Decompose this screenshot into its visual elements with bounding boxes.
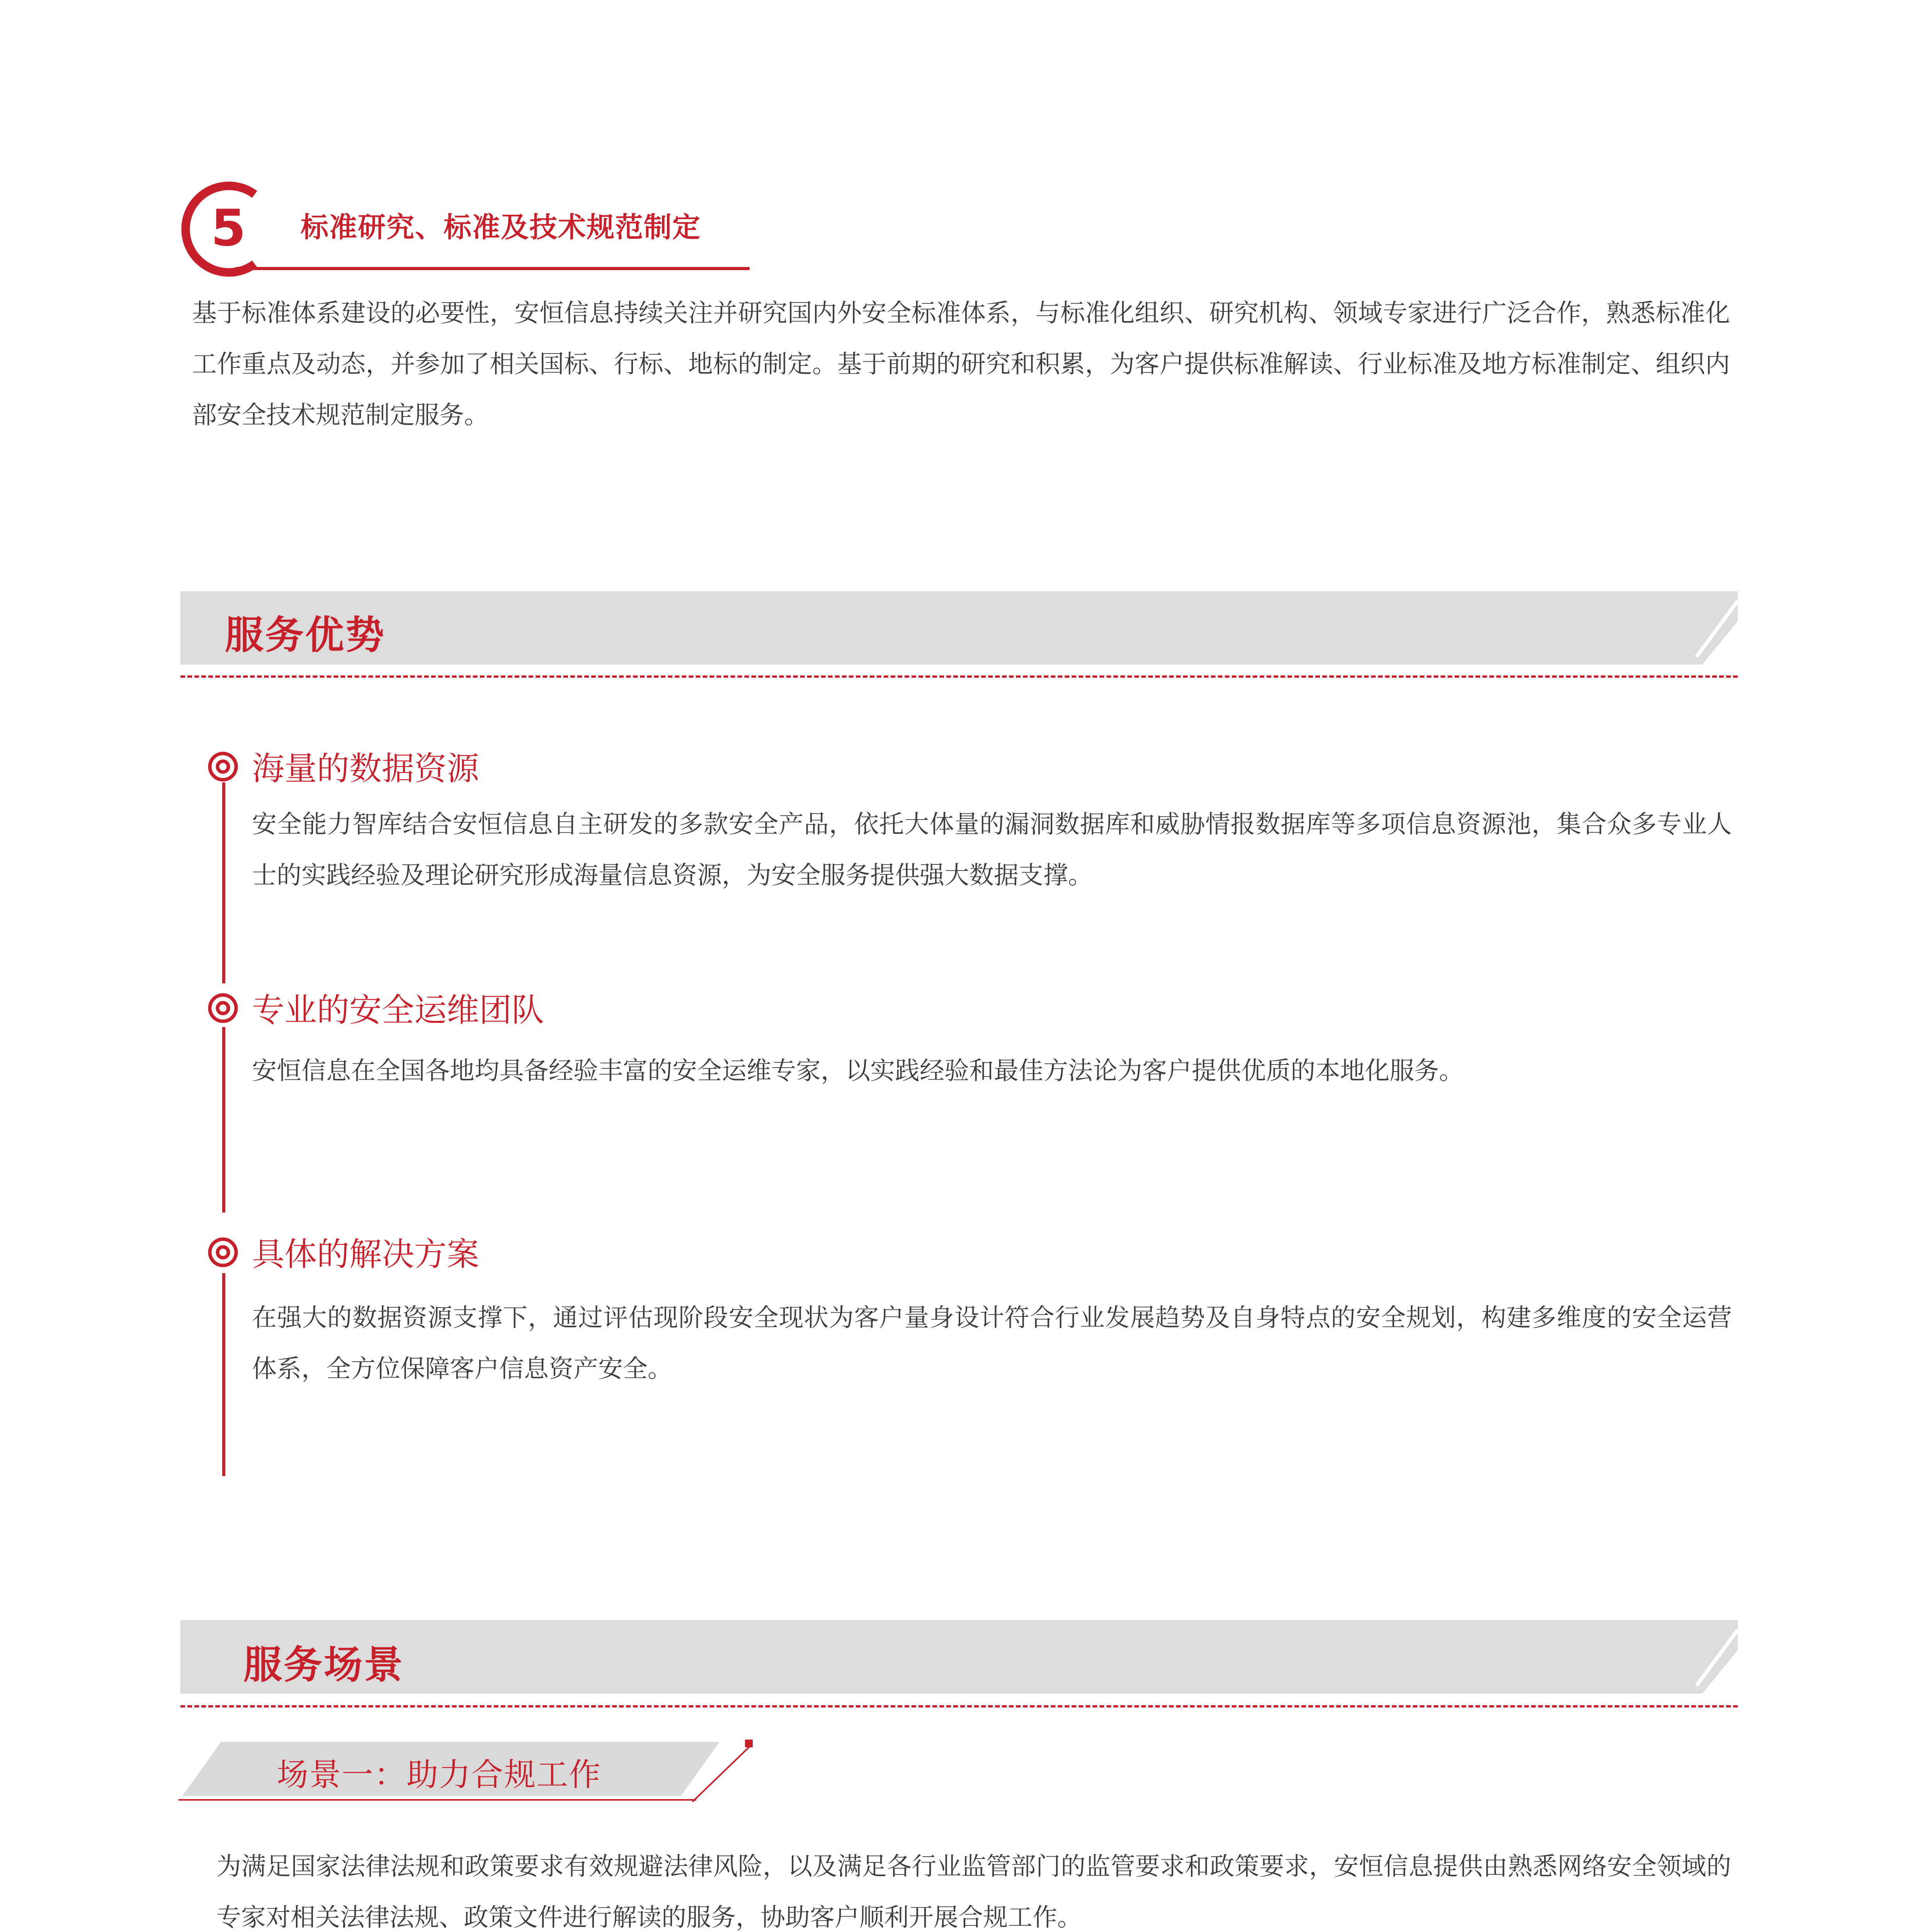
section-number: 5	[211, 199, 246, 257]
advantages-timeline-line	[222, 782, 225, 983]
advantage-body: 安恒信息在全国各地均具备经验丰富的安全运维专家，以实践经验和最佳方法论为客户提供优质的本地化服务。	[252, 1057, 1464, 1085]
banner-corner-decoration	[1689, 591, 1739, 665]
section-title: 标准研究、标准及技术规范制定	[301, 211, 701, 243]
scene-body: 为满足国家法律法规和政策要求有效规避法律风险，以及满足各行业监管部门的监管要求和政策要求，安恒信息提供由熟悉网络安全领域的专家对相关法律法规、政策文件进行解读的服务，协助客户顺利开展合规工作。	[216, 1852, 1731, 1932]
target-icon	[207, 1236, 239, 1268]
section-body: 基于标准体系建设的必要性，安恒信息持续关注并研究国内外安全标准体系，与标准化组织、研究机构、领域专家进行广泛合作，熟悉标准化工作重点及动态，并参加了相关国标、行标、地标的制定。基于前期的研究和积累，为客户提供标准解读、行业标准及地方标准制定、组织内部安全技术规范制定服务。	[192, 299, 1730, 430]
advantages-banner	[180, 591, 1738, 665]
advantage-title: 专业的安全运维团队	[252, 991, 544, 1029]
banner-corner-decoration	[1689, 1620, 1739, 1694]
advantages-timeline-line	[222, 1273, 225, 1476]
section-number-badge	[179, 179, 279, 279]
scenarios-heading: 服务场景	[243, 1642, 404, 1687]
advantage-body: 安全能力智库结合安恒信息自主研发的多款安全产品，依托大体量的漏洞数据库和威胁情报数据库等多项信息资源池，集合众多专业人士的实践经验及理论研究形成海量信息资源，为安全服务提供强大数据支撑。	[252, 810, 1732, 890]
scenarios-banner	[180, 1620, 1738, 1694]
advantage-body: 在强大的数据资源支撑下，通过评估现阶段安全现状为客户量身设计符合行业发展趋势及自身特点的安全规划，构建多维度的安全运营体系，全方位保障客户信息资产安全。	[252, 1304, 1732, 1383]
target-icon	[207, 751, 239, 782]
advantage-title: 海量的数据资源	[252, 750, 480, 787]
advantage-title: 具体的解决方案	[252, 1235, 480, 1273]
scene-label: 场景一：助力合规工作	[277, 1757, 602, 1793]
target-icon	[207, 992, 239, 1024]
advantages-timeline-line	[222, 1027, 225, 1213]
advantages-heading: 服务优势	[225, 612, 386, 658]
advantages-dashed-divider	[180, 675, 1738, 678]
scenarios-dashed-divider	[180, 1705, 1738, 1708]
section-title-underline	[236, 267, 750, 270]
